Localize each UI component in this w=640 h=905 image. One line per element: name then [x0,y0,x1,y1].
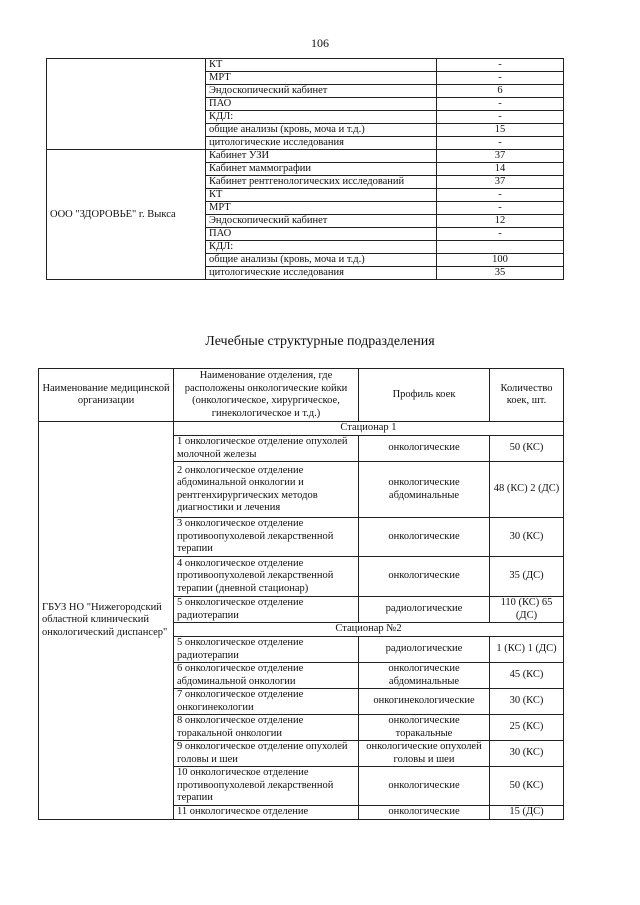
diagnostic-table [46,58,564,280]
service-name: ПАО [206,228,437,241]
bed-count: 25 (КС) [490,715,564,741]
header-profile: Профиль коек [359,369,490,422]
service-name: цитологические исследования [206,267,437,280]
dept-name: 1 онкологическое отделение опухолей молочной железы [174,436,359,462]
service-value: - [437,228,564,241]
bed-profile: онкологические [359,806,490,820]
dept-name: 3 онкологическое отделение противоопухолевой лекарственной терапии [174,518,359,557]
dept-name: 2 онкологическое отделение абдоминальной онкологии и рентгенхирургических методов диагностики и лечения [174,462,359,518]
dept-name: 10 онкологическое отделение противоопухолевой лекарственной терапии [174,767,359,806]
bed-count: 110 (КС) 65 (ДС) [490,597,564,623]
service-value: 35 [437,267,564,280]
service-name: МРТ [206,202,437,215]
bed-count: 35 (ДС) [490,557,564,597]
service-value: - [437,59,564,72]
bed-count: 45 (КС) [490,663,564,689]
bed-count: 30 (КС) [490,518,564,557]
service-name: Кабинет маммографии [206,163,437,176]
table-row [47,59,564,72]
service-value: 37 [437,176,564,189]
service-name: МРТ [206,72,437,85]
dept-name: 5 онкологическое отделение радиотерапии [174,597,359,623]
bed-count: 50 (КС) [490,436,564,462]
dept-name: 7 онкологическое отделение онкогинекологии [174,689,359,715]
bed-count: 15 (ДС) [490,806,564,820]
service-name: Эндоскопический кабинет [206,215,437,228]
bed-profile: онкологические [359,557,490,597]
service-name: Кабинет УЗИ [206,150,437,163]
dept-name: 4 онкологическое отделение противоопухолевой лекарственной терапии (дневной стационар) [174,557,359,597]
service-name: общие анализы (кровь, моча и т.д.) [206,254,437,267]
service-value: 100 [437,254,564,267]
section-heading: Лечебные структурные подразделения [205,334,435,349]
table-header-row [39,369,564,422]
service-value: 6 [437,85,564,98]
bed-profile: онкологические торакальные [359,715,490,741]
service-value: 37 [437,150,564,163]
bed-count: 48 (КС) 2 (ДС) [490,462,564,518]
header-count: Количество коек, шт. [490,369,564,422]
dept-name: 5 онкологическое отделение радиотерапии [174,637,359,663]
service-value: 12 [437,215,564,228]
section-label: Стационар 1 [174,422,564,436]
bed-profile: радиологические [359,637,490,663]
service-value: 14 [437,163,564,176]
table-row [47,150,564,163]
bed-profile: онкологические абдоминальные [359,663,490,689]
service-value: - [437,202,564,215]
service-value: - [437,137,564,150]
bed-profile: онкогинекологические [359,689,490,715]
service-value: - [437,98,564,111]
service-name: КТ [206,59,437,72]
service-value [437,241,564,254]
org-name: ООО "ЗДОРОВЬЕ" г. Выкса [47,150,206,280]
service-value: 15 [437,124,564,137]
header-dept: Наименование отделения, где расположены онкологические койки (онкологическое, хирургическое, гинекологическое и т.д.) [174,369,359,422]
section-row [39,422,564,436]
service-name: КТ [206,189,437,202]
service-name: КДЛ: [206,111,437,124]
service-name: Кабинет рентгенологических исследований [206,176,437,189]
bed-profile: онкологические абдоминальные [359,462,490,518]
org-cell-empty [47,59,206,150]
bed-count: 30 (КС) [490,689,564,715]
bed-count: 30 (КС) [490,741,564,767]
page-number: 106 [311,36,329,50]
service-name: цитологические исследования [206,137,437,150]
bed-count: 1 (КС) 1 (ДС) [490,637,564,663]
dept-name: 8 онкологическое отделение торакальной онкологии [174,715,359,741]
service-name: Эндоскопический кабинет [206,85,437,98]
service-name: общие анализы (кровь, моча и т.д.) [206,124,437,137]
bed-profile: онкологические опухолей головы и шеи [359,741,490,767]
beds-table [38,368,564,820]
section-label: Стационар №2 [174,623,564,637]
service-name: ПАО [206,98,437,111]
bed-profile: онкологические [359,436,490,462]
bed-profile: онкологические [359,518,490,557]
bed-count: 50 (КС) [490,767,564,806]
service-name: КДЛ: [206,241,437,254]
dept-name: 6 онкологическое отделение абдоминальной онкологии [174,663,359,689]
service-value: - [437,189,564,202]
service-value: - [437,72,564,85]
bed-profile: радиологические [359,597,490,623]
org-name: ГБУЗ НО "Нижегородский областной клинический онкологический диспансер" [39,422,174,820]
service-value: - [437,111,564,124]
dept-name: 9 онкологическое отделение опухолей головы и шеи [174,741,359,767]
dept-name: 11 онкологическое отделение [174,806,359,820]
bed-profile: онкологические [359,767,490,806]
header-org: Наименование медицинской организации [39,369,174,422]
